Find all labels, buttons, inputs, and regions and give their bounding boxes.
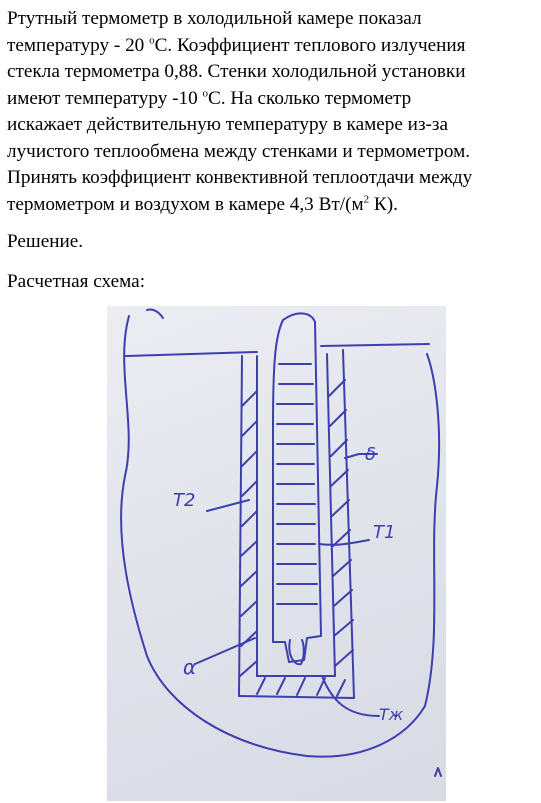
right-wall-outer — [343, 350, 354, 698]
sketch-photo — [107, 306, 446, 801]
thermometer-body — [273, 313, 321, 662]
label-t2: T2 — [173, 490, 196, 511]
wall-top-left — [125, 352, 257, 356]
label-t1: T1 — [373, 522, 396, 543]
problem-line: имеют температуру -10 $^o$С. На сколько термометр — [7, 87, 412, 109]
problem-line: термометром и воздухом в камере 4,3 $Вт/(м^2$ К). — [7, 193, 398, 215]
problem-line: Принять коэффициент конвективной теплоотдачи между — [7, 167, 473, 188]
problem-statement — [7, 6, 537, 218]
problem-line: температуру - 20 $^o$С. Коэффициент теплового излучения — [7, 34, 466, 56]
problem-line: искажает действительную температуру в камере из-за — [7, 114, 449, 135]
leader-alpha — [195, 638, 255, 664]
leader-t2 — [207, 500, 249, 511]
degree-sign: o — [202, 87, 208, 100]
scheme-caption: Расчетная схема: — [7, 271, 146, 292]
label-alpha: α — [183, 655, 197, 679]
square-exponent: 2 — [363, 193, 370, 206]
problem-line: лучистого теплообмена между стенками и термометром. — [7, 140, 471, 162]
leader-tzh — [322, 676, 379, 716]
leader-t1 — [319, 540, 369, 545]
solution-heading: Решение. — [7, 231, 84, 252]
wall-top-right — [321, 344, 429, 346]
label-delta: δ — [365, 444, 377, 465]
label-tzh: Tж — [379, 705, 404, 724]
hand-drawn-scheme — [107, 306, 446, 801]
degree-sign: o — [149, 34, 155, 47]
problem-line: стекла термометра 0,88. Стенки холодильной установки — [7, 61, 466, 82]
problem-line: Ртутный термометр в холодильной камере показал — [7, 8, 422, 29]
